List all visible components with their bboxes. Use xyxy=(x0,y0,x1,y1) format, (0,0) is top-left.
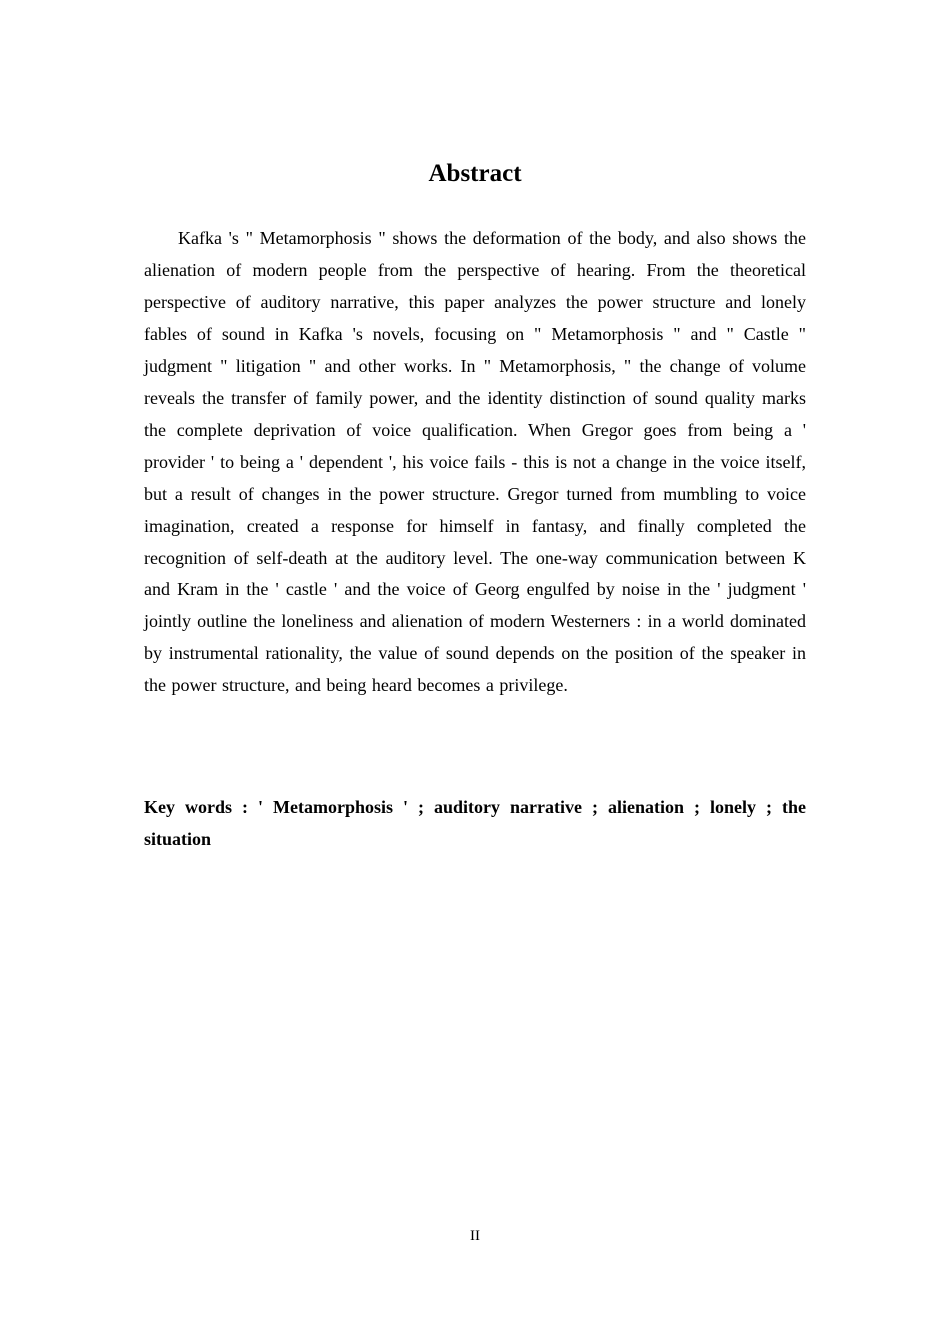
page-number: II xyxy=(470,1228,480,1244)
page-title: Abstract xyxy=(428,160,522,187)
abstract-paragraph: Kafka 's " Metamorphosis " shows the deformation of the body, and also shows the alienation of modern people from the perspective of hearing. From the theoretical perspective of auditory narrative, this paper analyzes the power structure and lonely fables of sound in Kafka 's novels, focusing on " Metamorphosis " and " Castle " judgment " litigation " and other works. In " Metamorphosis, " the change of volume reveals the transfer of family power, and the identity distinction of sound quality marks the complete deprivation of voice qualification. When Gregor goes from being a ' provider ' to being a ' dependent ', his voice fails - this is not a change in the voice itself, but a result of changes in the power structure. Gregor turned from mumbling to voice imagination, created a response for himself in fantasy, and finally completed the recognition of self-death at the auditory level. The one-way communication between K and Kram in the ' castle ' and the voice of Georg engulfed by noise in the ' judgment ' jointly outline the loneliness and alienation of modern Westerners : in a world dominated by instrumental rationality, the value of sound depends on the position of the speaker in the power structure, and being heard becomes a privilege. xyxy=(144,228,806,696)
keywords-line: Key words : ' Metamorphosis ' ; auditory narrative ; alienation ; lonely ; the situation xyxy=(144,797,806,849)
